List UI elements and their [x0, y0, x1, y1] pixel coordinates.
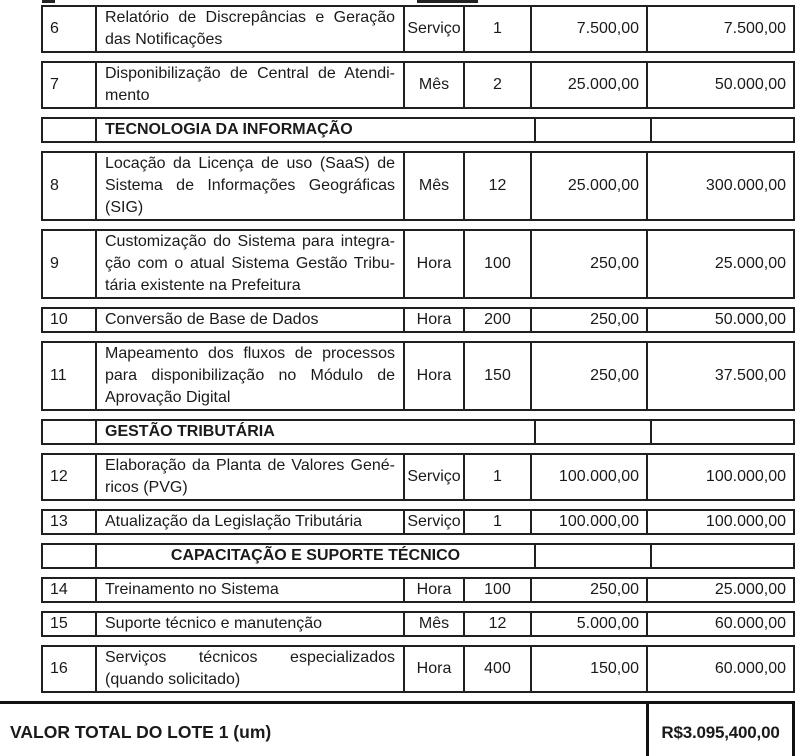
total-price-cell: 25.000,00 [646, 579, 793, 601]
total-label: VALOR TOTAL DO LOTE 1 (um) [10, 722, 272, 742]
unit-cell: Serviço [403, 7, 463, 51]
table-row [41, 577, 795, 603]
section-title: CAPACITAÇÃO E SUPORTE TÉCNICO [95, 545, 534, 567]
item-number-cell: 15 [50, 615, 68, 632]
description-line: (quando solicitado) [105, 671, 241, 688]
description-line: Relatório de Discrepâncias e Geração [105, 9, 395, 26]
unit-cell: Serviço [403, 455, 463, 499]
table-row [41, 229, 795, 299]
description-cell [95, 7, 403, 51]
description-line: ricos (PVG) [105, 479, 188, 496]
description-line: Suporte técnico e manutenção [105, 615, 323, 632]
quantity-cell: 1 [463, 7, 530, 51]
table-row [41, 5, 795, 53]
unit-price-cell: 150,00 [530, 647, 646, 691]
unit-price-cell: 250,00 [530, 231, 646, 297]
total-price-cell: 50.000,00 [646, 63, 793, 107]
quantity-cell: 100 [463, 231, 530, 297]
description-line: para disponibilização no Módulo de [105, 367, 395, 384]
unit-cell: Hora [403, 647, 463, 691]
total-row [0, 701, 795, 756]
description-cell [95, 63, 403, 107]
table-row [41, 509, 795, 535]
section-header-row [41, 419, 795, 445]
description-cell [95, 455, 403, 499]
total-label-area [0, 701, 646, 756]
item-number-cell [43, 545, 95, 567]
description-cell [95, 613, 403, 635]
item-number-cell: 12 [50, 468, 68, 485]
description-line: Mapeamento dos fluxos de processos [105, 345, 395, 362]
unit-price-cell: 250,00 [530, 343, 646, 409]
total-price-cell: 100.000,00 [646, 511, 793, 533]
table-row [41, 307, 795, 333]
description-cell [95, 579, 403, 601]
total-price-cell [650, 421, 793, 443]
unit-price-cell: 250,00 [530, 309, 646, 331]
unit-price-cell: 100.000,00 [530, 455, 646, 499]
item-number-cell: 14 [50, 581, 68, 598]
description-line: Locação da Licença de uso (SaaS) de [105, 155, 395, 172]
description-line: Atualização da Legislação Tributária [105, 513, 363, 530]
description-line: Serviços técnicos especializados [105, 649, 395, 666]
unit-price-cell: 25.000,00 [530, 153, 646, 219]
unit-price-cell [534, 545, 650, 567]
total-price-cell: 300.000,00 [646, 153, 793, 219]
unit-price-cell: 250,00 [530, 579, 646, 601]
table-row [41, 645, 795, 693]
unit-cell: Hora [403, 579, 463, 601]
description-cell [95, 511, 403, 533]
item-number-cell: 7 [50, 76, 59, 93]
section-header-row [41, 117, 795, 143]
unit-price-cell: 25.000,00 [530, 63, 646, 107]
total-price-cell [650, 119, 793, 141]
unit-cell: Mês [403, 63, 463, 107]
table-row [41, 453, 795, 501]
table-row [41, 61, 795, 109]
quantity-cell: 100 [463, 579, 530, 601]
total-price-cell: 25.000,00 [646, 231, 793, 297]
unit-cell: Mês [403, 613, 463, 635]
total-price-cell: 50.000,00 [646, 309, 793, 331]
description-line: mento [105, 87, 150, 104]
cropped-border-stub [42, 0, 55, 3]
quantity-cell: 200 [463, 309, 530, 331]
total-price-cell [650, 545, 793, 567]
quantity-cell: 150 [463, 343, 530, 409]
table-row [41, 151, 795, 221]
description-line: Customização do Sistema para integra- [105, 233, 395, 250]
total-price-cell: 60.000,00 [646, 647, 793, 691]
item-number-cell: 9 [50, 255, 59, 272]
quantity-cell: 12 [463, 153, 530, 219]
item-number-cell: 11 [50, 367, 67, 384]
description-cell [95, 343, 403, 409]
unit-price-cell: 7.500,00 [530, 7, 646, 51]
unit-price-cell [534, 421, 650, 443]
quantity-cell: 1 [463, 455, 530, 499]
unit-cell: Serviço [403, 511, 463, 533]
item-number-cell: 10 [50, 311, 68, 328]
description-line: Sistema de Informações Geográficas [105, 177, 395, 194]
total-value: R$3.095,400,00 [661, 722, 780, 742]
description-cell [95, 647, 403, 691]
description-line: Disponibilização de Central de Atendi- [105, 65, 395, 82]
total-price-cell: 37.500,00 [646, 343, 793, 409]
table-row [41, 341, 795, 411]
price-table [41, 5, 795, 701]
item-number-cell: 8 [50, 177, 59, 194]
description-line: Treinamento no Sistema [105, 581, 279, 598]
total-price-cell: 100.000,00 [646, 455, 793, 499]
description-line: tária existente na Prefeitura [105, 277, 301, 294]
unit-cell: Hora [403, 343, 463, 409]
item-number-cell [43, 421, 95, 443]
description-line: das Notificações [105, 31, 223, 48]
total-value-box [646, 701, 795, 756]
description-line: Elaboração da Planta de Valores Gené- [105, 457, 395, 474]
unit-price-cell: 100.000,00 [530, 511, 646, 533]
unit-cell: Hora [403, 309, 463, 331]
item-number-cell [43, 119, 95, 141]
total-price-cell: 60.000,00 [646, 613, 793, 635]
description-line: ção com o atual Sistema Gestão Tribu- [105, 255, 395, 272]
cropped-border-stub [417, 0, 478, 3]
section-header-row [41, 543, 795, 569]
item-number-cell: 16 [50, 660, 68, 677]
quantity-cell: 12 [463, 613, 530, 635]
section-title: GESTÃO TRIBUTÁRIA [95, 421, 534, 443]
description-line: Aprovação Digital [105, 389, 231, 406]
item-number-cell: 6 [50, 20, 59, 37]
table-row [41, 611, 795, 637]
description-cell [95, 309, 403, 331]
unit-price-cell: 5.000,00 [530, 613, 646, 635]
total-price-cell: 7.500,00 [646, 7, 793, 51]
quantity-cell: 2 [463, 63, 530, 107]
unit-price-cell [534, 119, 650, 141]
unit-cell: Hora [403, 231, 463, 297]
description-line: Conversão de Base de Dados [105, 311, 319, 328]
description-cell [95, 231, 403, 297]
item-number-cell: 13 [50, 513, 68, 530]
section-title: TECNOLOGIA DA INFORMAÇÃO [95, 119, 534, 141]
quantity-cell: 400 [463, 647, 530, 691]
quantity-cell: 1 [463, 511, 530, 533]
description-line: (SIG) [105, 199, 144, 216]
unit-cell: Mês [403, 153, 463, 219]
description-cell [95, 153, 403, 219]
